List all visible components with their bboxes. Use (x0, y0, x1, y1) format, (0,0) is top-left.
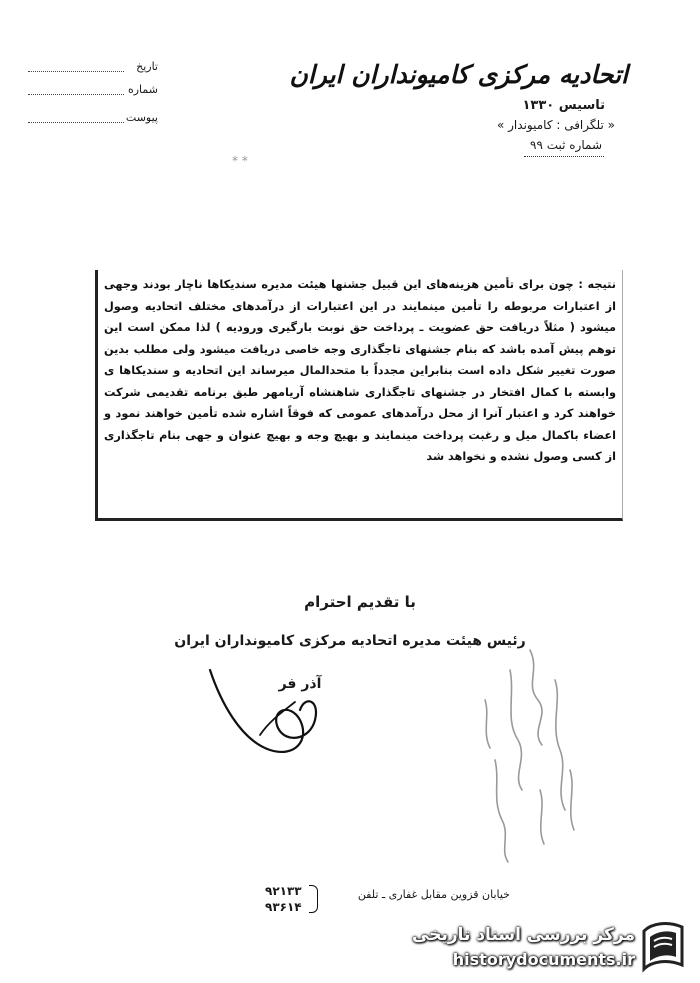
attachment-dotted-line (28, 122, 124, 123)
watermark-url: historydocuments.ir (452, 950, 635, 969)
handwritten-marginal-note (470, 640, 590, 870)
number-label: شماره (127, 83, 158, 96)
phone-bracket (309, 885, 318, 913)
faint-stamp-mark: ⁎ ⁎ (232, 150, 248, 164)
body-paragraph: نتیجه : چون برای تأمین هزینه‌های این قبیل جشنها هیئت مدیره سندیکاها ناچار بودند وجهی از اعتبارات مربوطه را تأمین مینمایند در این اعتبارات از درآمدهای مختلف اتحادیه وصول میشود ( مثلاً دریافت حق عضویت ـ پرداخت حق نوبت بارگیری ورودیه ) لذا ممکن است این توهم پیش آمده باشد که بنام جشنهای تاجگذاری وجه خاصی دریافت میشود ولی مطلب بدین صورت تغییر شکل داده است بنابراین مجدداً با متحدالمال میرساند این اتحادیه و سندیکاها ی وابسته با کمال افتخار در جشنهای تاجگذاری شاهنشاه آریامهر طبق برنامه تقدیمی شرکت خواهند کرد و اعتبار آنرا از محل درآمدهای عمومی که فوقاً اشاره شده تأمین خواهند نمود و اعضاء باکمال میل و رغبت پرداخت مینمایند و بهیچ وجه و بهیچ عنوان و جهی بنام تاجگذاری از کسی وصول نشده و نخواهد شد (104, 278, 616, 463)
attachment-label: پیوست (125, 111, 158, 124)
registration-number: شماره ثبت ۹۹ (530, 138, 602, 152)
telegraph-address: « تلگرافی : کامیوندار » (496, 118, 615, 132)
number-field (28, 83, 158, 99)
number-dotted-line (28, 94, 124, 95)
watermark-title: مرکز بررسی اسناد تاریخی (412, 925, 635, 945)
date-field (28, 60, 158, 76)
signatory-name: آذر فر (278, 676, 322, 692)
phone-number-2: ۹۳۶۱۴ (265, 900, 302, 914)
date-dotted-line (28, 71, 124, 72)
footer-address: خیابان قزوین مقابل غفاری ـ تلفن (357, 888, 510, 901)
footer-phone-numbers (265, 883, 302, 915)
archive-book-icon (638, 917, 690, 975)
date-label: تاریخ (136, 60, 158, 73)
attachment-field (28, 111, 158, 127)
phone-number-1: ۹۲۱۳۳ (265, 884, 302, 898)
closing-regards: با تقدیم احترام (304, 593, 416, 611)
organization-name: اتحادیه مرکزی کامیونداران ایران (289, 60, 628, 89)
registration-underline (524, 156, 604, 157)
handwritten-signature (200, 640, 350, 760)
established-year: تاسیس ۱۳۳۰ (522, 98, 605, 113)
signatory-title: رئیس هیئت مدیره اتحادیه مرکزی کامیونداران ایران (174, 633, 526, 649)
